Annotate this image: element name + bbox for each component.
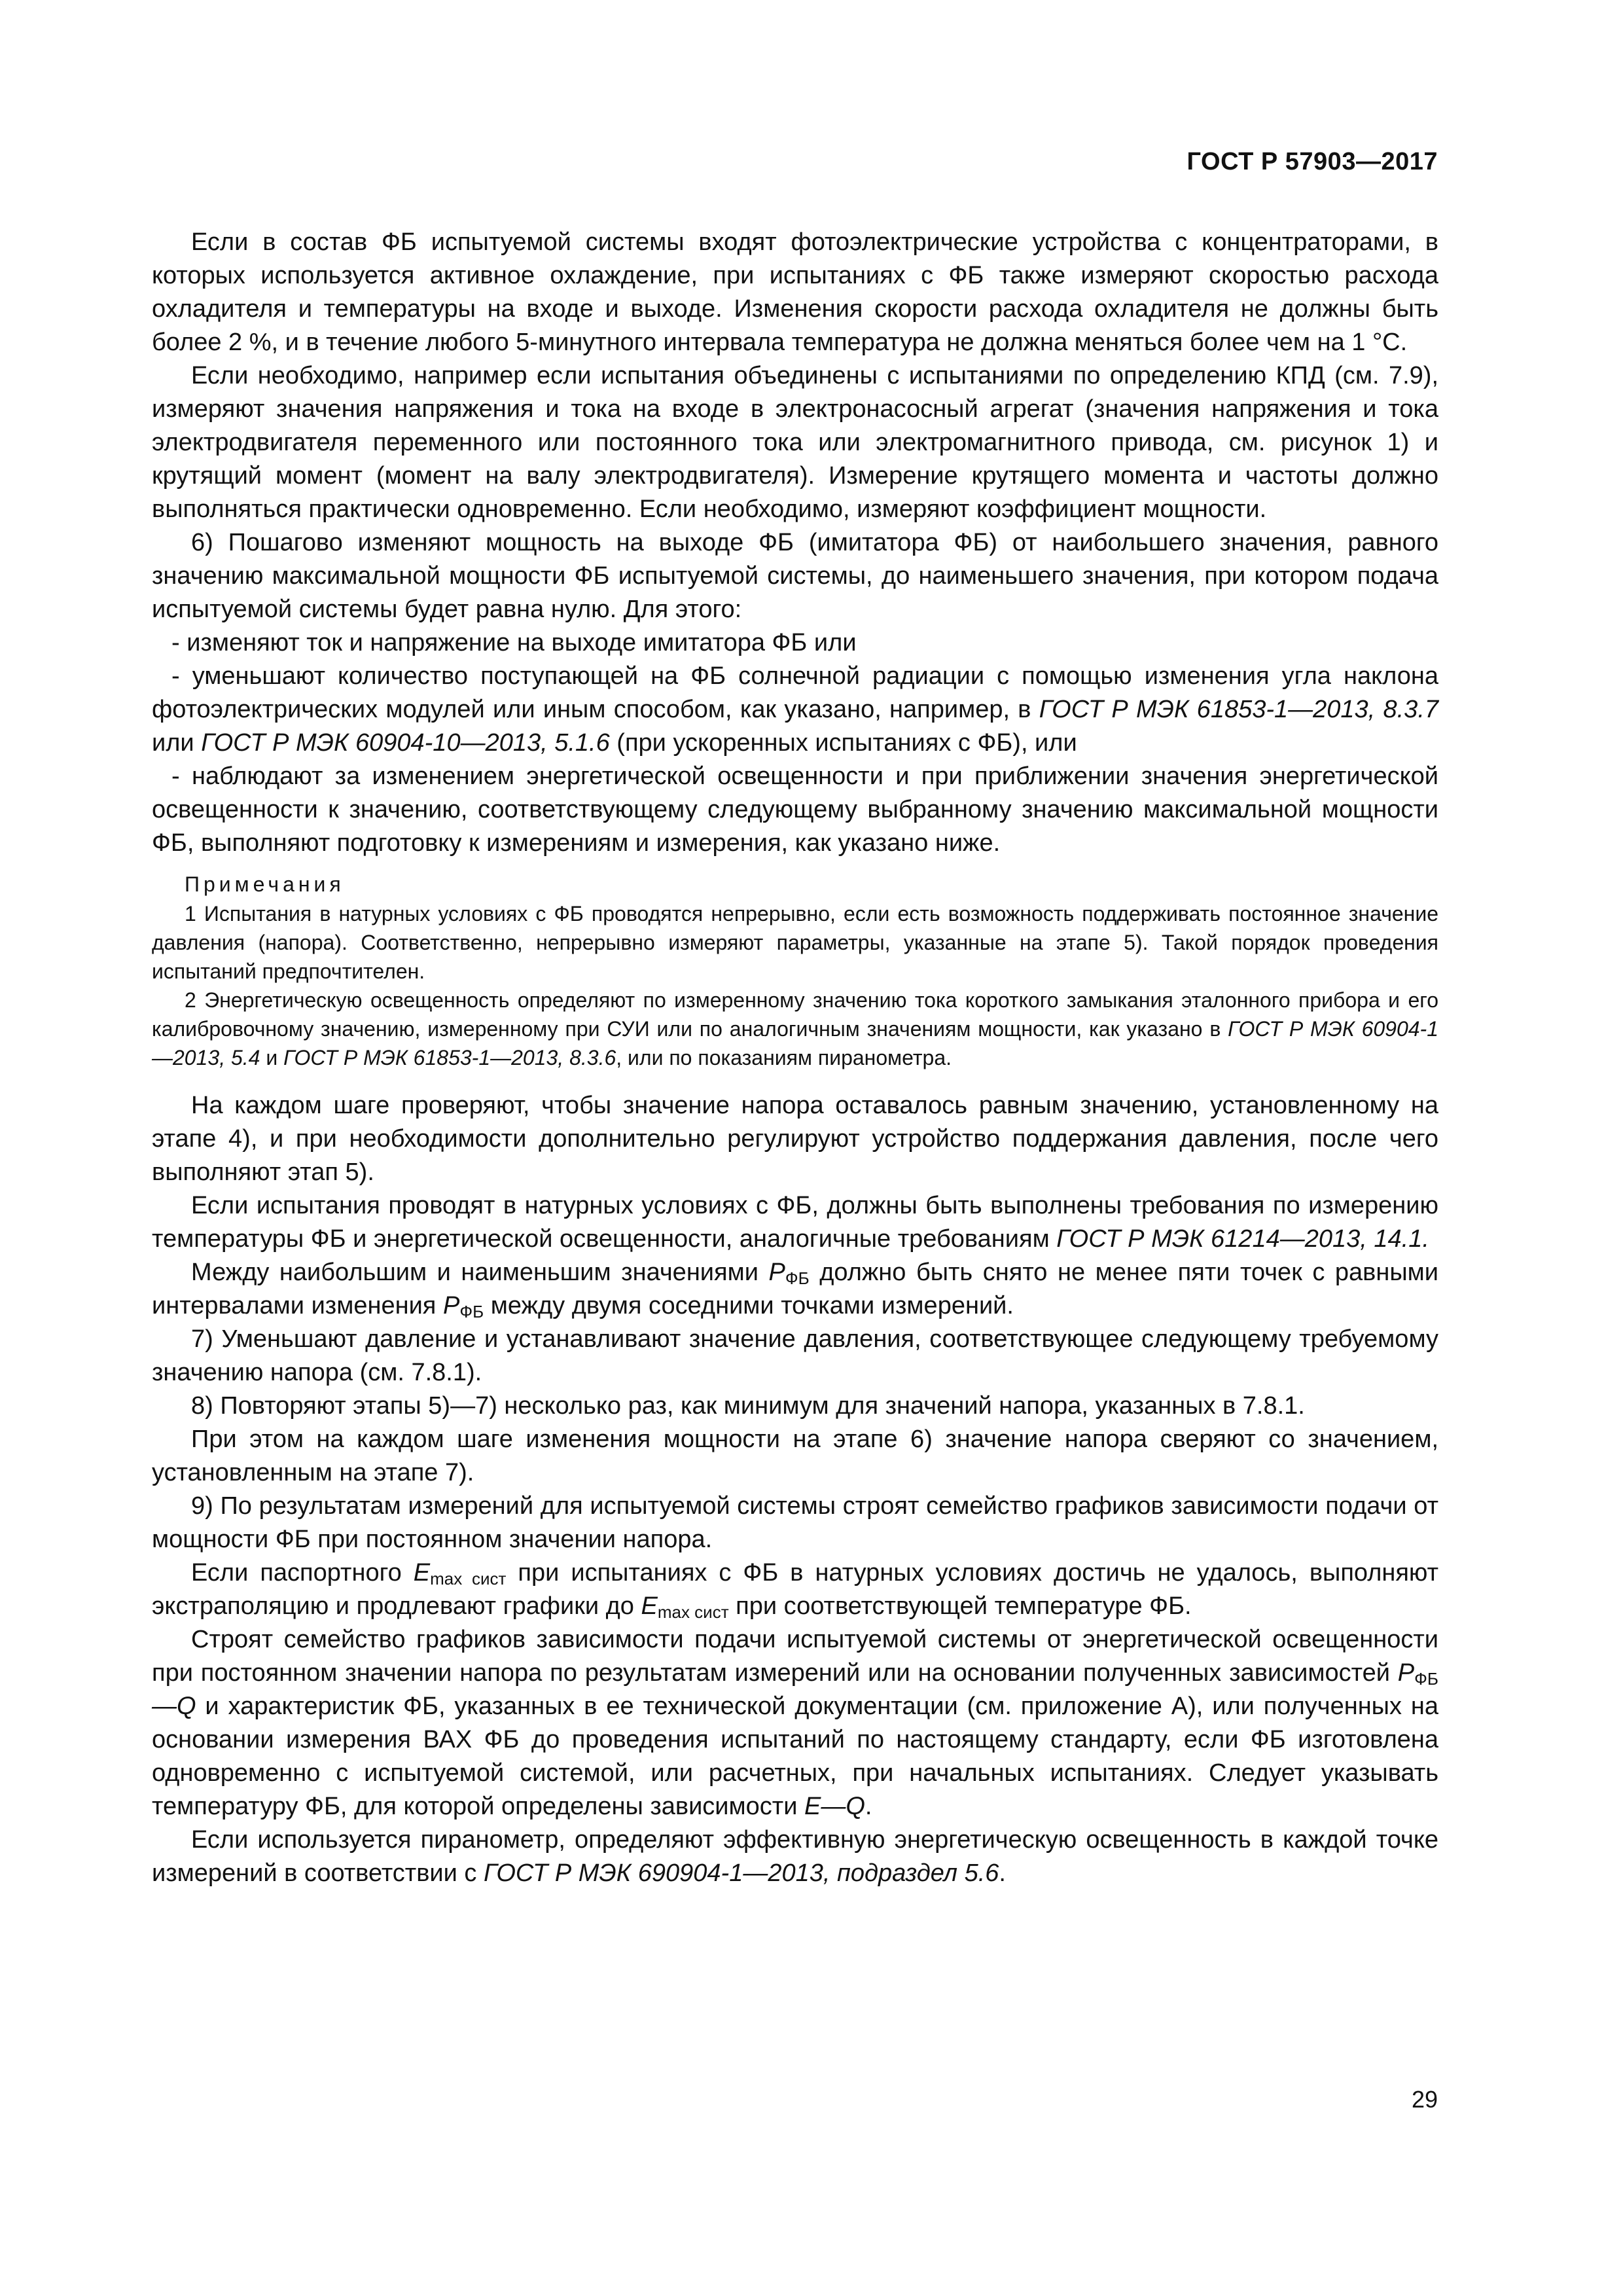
- standard-reference: ГОСТ Р МЭК 61853-1—2013, 8.3.6: [283, 1046, 616, 1069]
- paragraph-cooling: Если в состав ФБ испытуемой системы входят фотоэлектрические устройства с концентраторами, в которых используется активное охлаждение, при испытаниях с ФБ также измеряют скоростью расхода охладителя и температуры на входе и выходе. Изменения скорости расхода охладителя не должны быть более 2 %, и в течение любого 5-минутного интервала температура не должна меняться более чем на 1 °С.: [152, 228, 1438, 356]
- list-item: - изменяют ток и напряжение на выходе имитатора ФБ или: [171, 629, 857, 656]
- list-item: - уменьшают количество поступающей на ФБ солнечной радиации с помощью изменения угла наклона фотоэлектрических модулей или иным способом, как указано, например, в ГОСТ Р МЭК 61853-1—2013, 8.3.7 или ГОСТ Р МЭК 60904-10—2013, 5.1.6 (при ускоренных испытаниях с ФБ), или: [152, 662, 1439, 757]
- paragraph-irradiance-graphs: Строят семейство графиков зависимости подачи испытуемой системы от энергетической освещенности при постоянном значении напора по результатам измерений или на основании полученных зависимостей $P_{ФБ}—Q$ и характеристик ФБ, указанных в ее технической документации (см. приложение А), или полученных на основании измерения ВАХ ФБ до проведения испытаний по настоящему стандарту, если ФБ изготовлена одновременно с испытуемой системой, или расчетных, при начальных испытаниях. Следует указывать температуру ФБ, для которой определены зависимости E—Q.: [152, 1626, 1438, 1820]
- paragraph-field-tests: Если испытания проводят в натурных условиях с ФБ, должны быть выполнены требования по измерению температуры ФБ и энергетической освещенности, аналогичные требованиям ГОСТ Р МЭК 61214—2013, 14.1.: [152, 1192, 1438, 1253]
- note-2: 2 Энергетическую освещенность определяют по измеренному значению тока короткого замыкания эталонного прибора и его калибровочному значению, измеренному при СУИ или по аналогичным значениям мощности, как указано в ГОСТ Р МЭК 60904-1—2013, 5.4 и ГОСТ Р МЭК 61853-1—2013, 8.3.6, или по показаниям пиранометра.: [152, 988, 1439, 1069]
- paragraph-step-6: 6) Пошагово изменяют мощность на выходе ФБ (имитатора ФБ) от наибольшего значения, равного значению максимальной мощности ФБ испытуемой системы, до наименьшего значения, при котором подача испытуемой системы будет равна нулю. Для этого:: [152, 529, 1438, 623]
- main-text: [152, 226, 1438, 1890]
- paragraph-step-9: 9) По результатам измерений для испытуемой системы строят семейство графиков зависимости подачи от мощности ФБ при постоянном значении напора.: [152, 1492, 1438, 1553]
- paragraph-power-measure: Если необходимо, например если испытания объединены с испытаниями по определению КПД (см. 7.9), измеряют значения напряжения и тока на входе в электронасосный агрегат (значения напряжения и тока электродвигателя переменного или постоянного тока или электромагнитного привода, см. рисунок 1) и крутящий момент (момент на валу электродвигателя). Измерение крутящего момента и частоты должно выполняться практически одновременно. Если необходимо, измеряют коэффициент мощности.: [152, 362, 1438, 523]
- notes-title: Примечания: [185, 872, 345, 896]
- standard-reference: ГОСТ Р МЭК 60904-10—2013, 5.1.6: [201, 729, 610, 757]
- standard-reference: ГОСТ Р МЭК 61214—2013, 14.1.: [1056, 1225, 1429, 1253]
- standard-reference: ГОСТ Р МЭК 60904-1—2013, 5.4: [152, 1017, 1439, 1069]
- standard-reference: ГОСТ Р МЭК 61853-1—2013, 8.3.7: [1039, 696, 1439, 723]
- document-header: ГОСТ Р 57903—2017: [1186, 148, 1438, 175]
- standard-reference: ГОСТ Р МЭК 690904-1—2013, подраздел 5.6: [483, 1859, 999, 1887]
- paragraph-points: Между наибольшим и наименьшим значениями $P_{ФБ}$ должно быть снято не менее пяти точек с равными интервалами изменения $P_{ФБ}$ между двумя соседними точками измерений.: [152, 1259, 1438, 1321]
- note-1: 1 Испытания в натурных условиях с ФБ проводятся непрерывно, если есть возможность поддерживать постоянное значение давления (напора). Соответственно, непрерывно измеряют параметры, указанные на этапе 5). Такой порядок проведения испытаний предпочтителен.: [152, 902, 1438, 983]
- paragraph-extrapolation: Если паспортного $E_{max сист}$ при испытаниях с ФБ в натурных условиях достичь не удалось, выполняют экстраполяцию и продлевают графики до $E_{max сист}$ при соответствующей температуре ФБ.: [152, 1559, 1438, 1622]
- paragraph-step-7: 7) Уменьшают давление и устанавливают значение давления, соответствующее следующему требуемому значению напора (см. 7.8.1).: [152, 1325, 1438, 1386]
- paragraph-pyranometer: Если используется пиранометр, определяют эффективную энергетическую освещенность в каждой точке измерений в соответствии с ГОСТ Р МЭК 690904-1—2013, подраздел 5.6.: [152, 1826, 1438, 1887]
- paragraph-head-check: На каждом шаге проверяют, чтобы значение напора оставалось равным значению, установленному на этапе 4), и при необходимости дополнительно регулируют устройство поддержания давления, после чего выполняют этап 5).: [152, 1092, 1438, 1186]
- page-number: 29: [1411, 2086, 1438, 2113]
- paragraph-head-verify: При этом на каждом шаге изменения мощности на этапе 6) значение напора сверяют со значением, установленным на этапе 7).: [152, 1426, 1438, 1486]
- list-item: - наблюдают за изменением энергетической освещенности и при приближении значения энергетической освещенности к значению, соответствующему следующему выбранному значению максимальной мощности ФБ, выполняют подготовку к измерениям и измерения, как указано ниже.: [152, 762, 1438, 857]
- paragraph-step-8: 8) Повторяют этапы 5)—7) несколько раз, как минимум для значений напора, указанных в 7.8.1.: [191, 1392, 1305, 1420]
